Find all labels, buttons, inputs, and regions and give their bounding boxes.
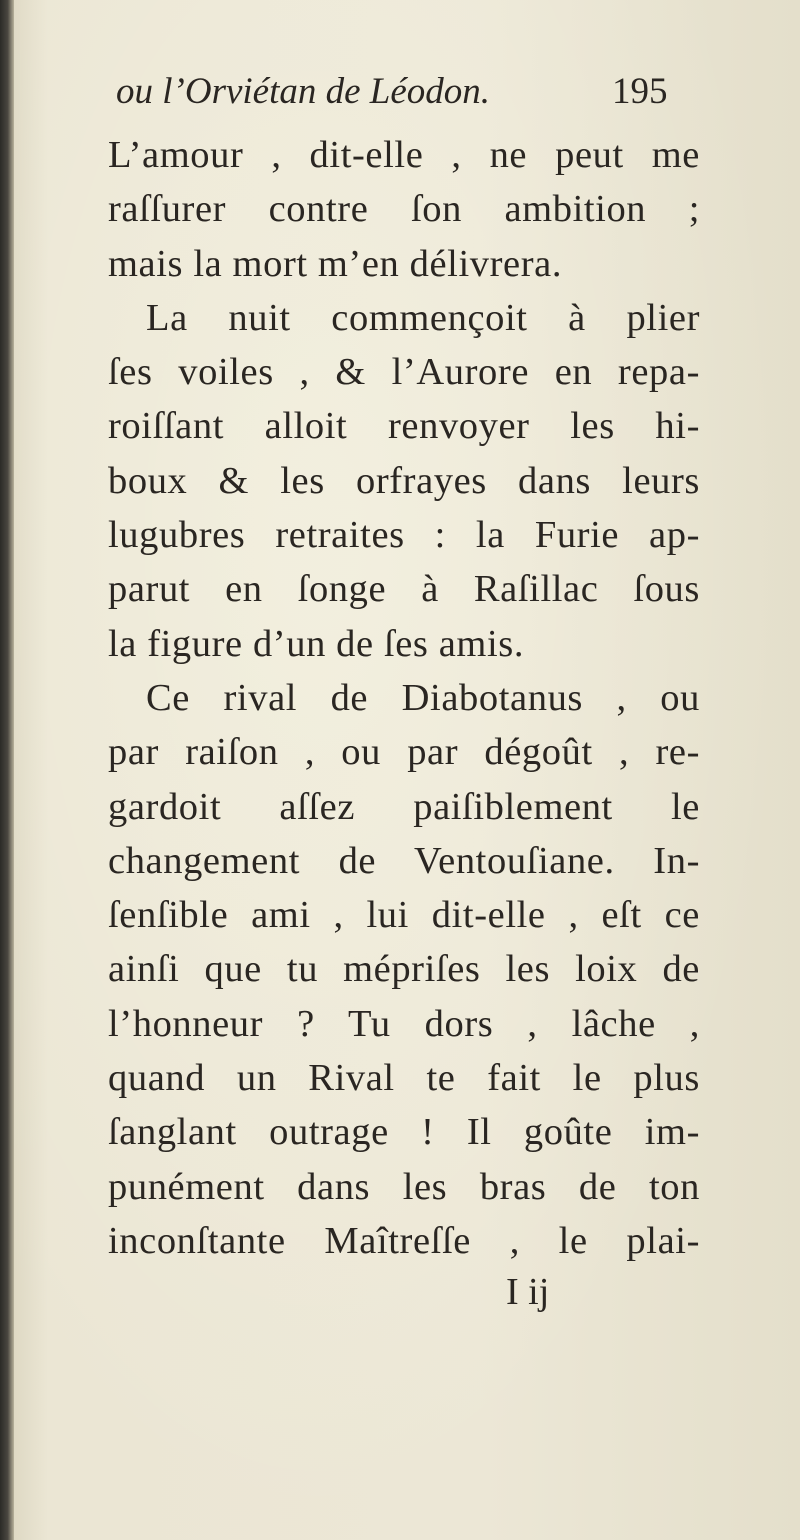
signature-mark: I ij <box>506 1271 550 1313</box>
text-line: inconſtante Maîtreſſe , le plai- <box>108 1219 700 1262</box>
text-line: parut en ſonge à Raſillac ſous <box>108 568 700 611</box>
text-line: mais la mort m’en délivrera. <box>108 242 563 285</box>
text-line: ſenſible ami , lui dit-elle , eſt ce <box>108 894 700 937</box>
text-line: ſanglant outrage ! Il goûte im- <box>108 1111 700 1154</box>
text-line: Ce rival de Diabotanus , ou <box>146 676 700 719</box>
running-title: ou l’Orviétan de Léodon. <box>116 71 491 112</box>
text-line: ſes voiles , & l’Aurore en repa- <box>108 351 700 394</box>
text-line: l’honneur ? Tu dors , lâche , <box>108 1002 700 1045</box>
text-line: ainſi que tu mépriſes les loix de <box>108 948 700 991</box>
text-line: L’amour , dit-elle , ne peut me <box>108 134 700 176</box>
text-line: punément dans les bras de ton <box>108 1165 700 1208</box>
running-head <box>110 70 710 120</box>
binding-edge <box>0 0 14 1540</box>
text-line: gardoit aſſez paiſiblement le <box>108 785 700 828</box>
text-line: boux & les orfrayes dans leurs <box>108 459 700 502</box>
text-line: quand un Rival te fait le plus <box>108 1057 700 1100</box>
text-line: La nuit commençoit à plier <box>146 296 700 339</box>
text-line: par raiſon , ou par dégoût , re- <box>108 731 700 774</box>
text-line: roiſſant alloit renvoyer les hi- <box>108 405 700 448</box>
text-line: la figure d’un de ſes amis. <box>108 622 525 665</box>
text-line: raſſurer contre ſon ambition ; <box>108 188 700 231</box>
page-number: 195 <box>612 71 668 112</box>
body-text <box>108 128 700 1268</box>
text-line: changement de Ventouſiane. In- <box>108 839 700 882</box>
text-line: lugubres retraites : la Furie ap- <box>108 514 700 557</box>
